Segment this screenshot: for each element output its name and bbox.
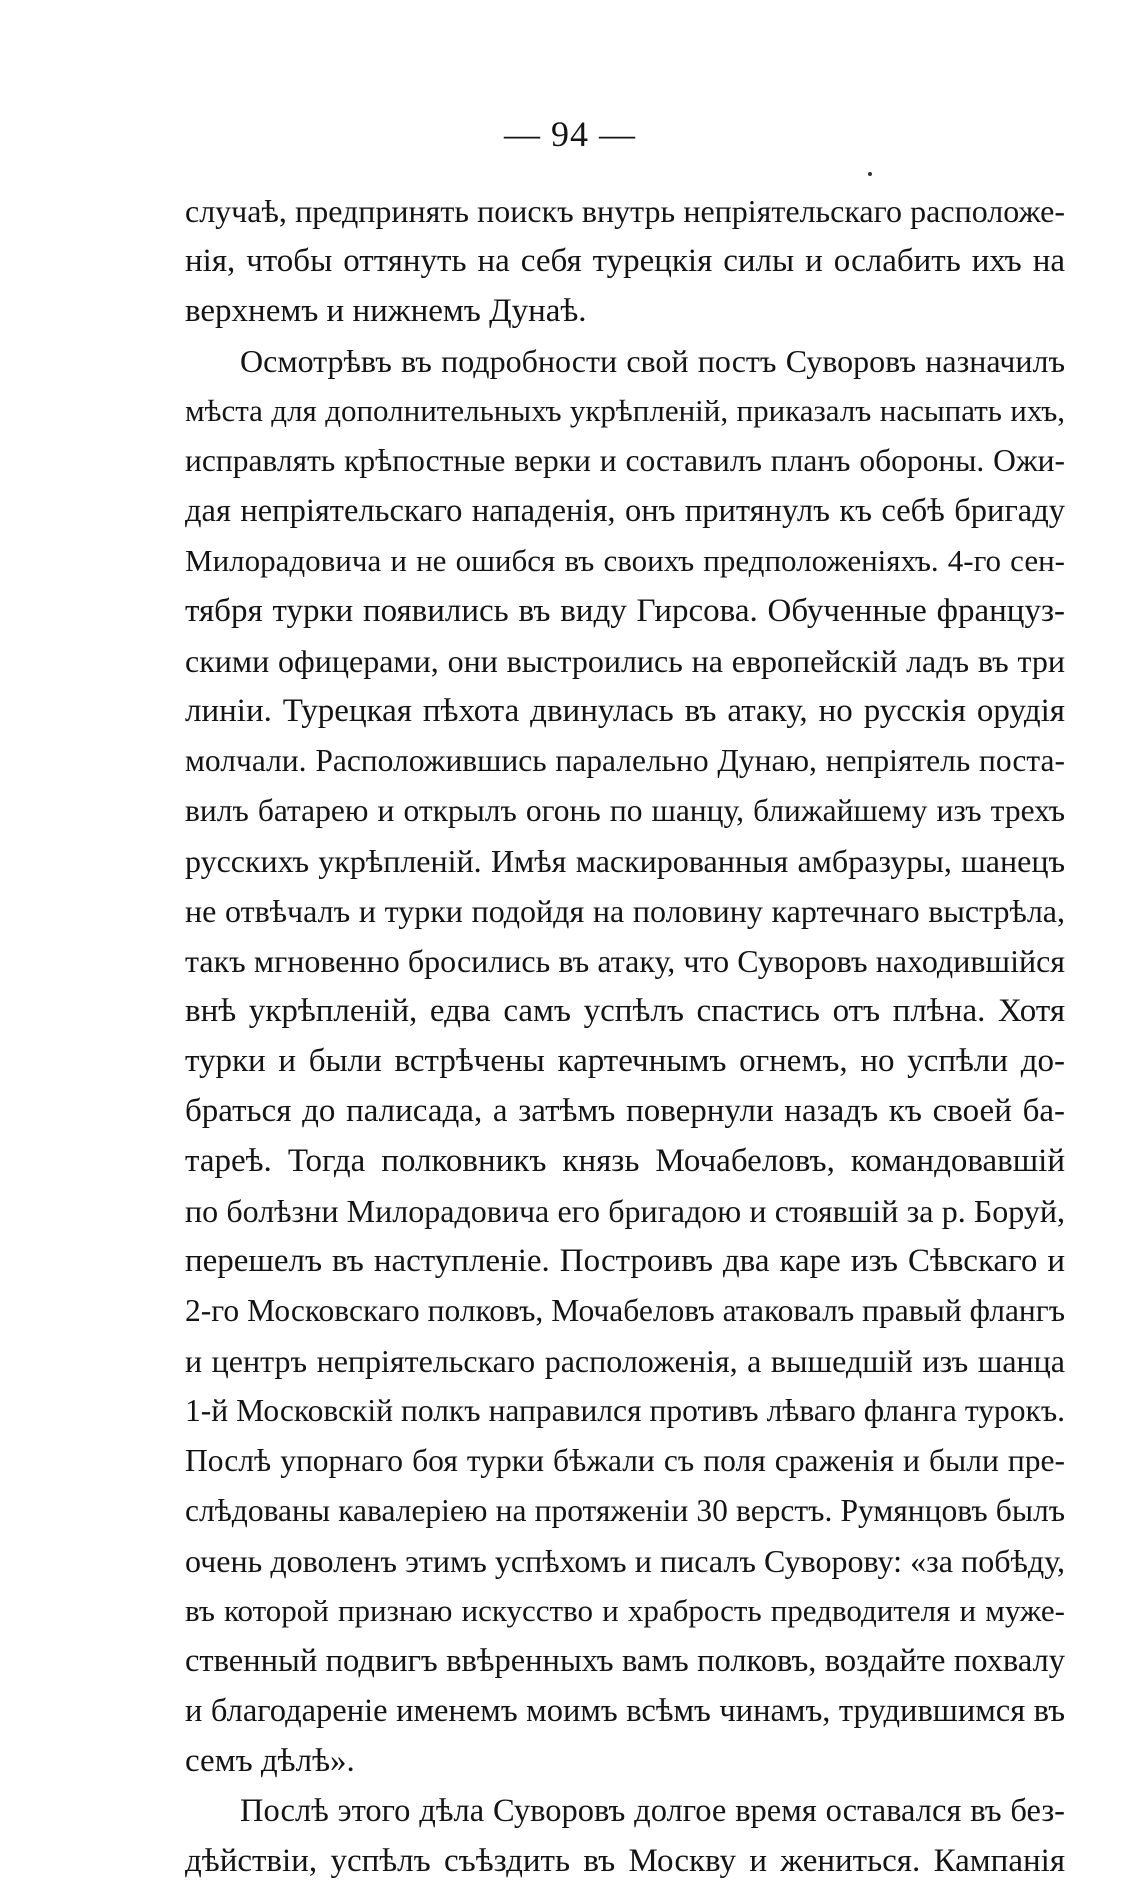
text-line: не отвѣчалъ и турки подойдя на половину картечнаго выстрѣла, xyxy=(185,893,1065,929)
text-line: скими офицерами, они выстроились на европейскій ладъ въ три xyxy=(185,643,1065,679)
text-line: внѣ укрѣпленій, едва самъ успѣлъ спастись отъ плѣна. Хотя xyxy=(185,993,1065,1029)
text-line: и благодареніе именемъ моимъ всѣмъ чинамъ, трудившимся въ xyxy=(185,1693,1065,1729)
text-line: дая непріятельскаго нападенія, онъ притянулъ къ себѣ бригаду xyxy=(185,493,1065,529)
body-text xyxy=(185,186,1065,1886)
text-line: по болѣзни Милорадовича его бригадою и стоявшій за р. Боруй, xyxy=(185,1193,1065,1229)
text-line: случаѣ, предпринять поискъ внутрь непріятельскаго расположе- xyxy=(185,193,1065,229)
print-speck xyxy=(868,172,872,176)
text-line: верхнемъ и нижнемъ Дунаѣ. xyxy=(185,293,587,329)
text-line: браться до палисада, а затѣмъ повернули назадъ къ своей ба- xyxy=(185,1093,1065,1129)
text-line: слѣдованы кавалеріею на протяженіи 30 верстъ. Румянцовъ былъ xyxy=(185,1493,1065,1528)
text-line: дѣйствіи, успѣлъ съѣздить въ Москву и жениться. Кампанія xyxy=(185,1843,1065,1879)
text-line: 2-го Московскаго полковъ, Мочабеловъ атаковалъ правый флангъ xyxy=(185,1293,1065,1328)
text-line: 1-й Московскій полкъ направился противъ лѣваго фланга турокъ. xyxy=(185,1393,1065,1428)
text-line: Послѣ упорнаго боя турки бѣжали съ поля сраженія и были пре- xyxy=(185,1443,1065,1478)
text-line: перешелъ въ наступленіе. Построивъ два каре изъ Сѣвскаго и xyxy=(185,1243,1065,1279)
text-line: турки и были встрѣчены картечнымъ огнемъ, но успѣли до- xyxy=(185,1043,1065,1079)
text-line: нія, чтобы оттянуть на себя турецкія силы и ослабить ихъ на xyxy=(185,243,1065,279)
text-line: въ которой признаю искусство и храбрость предводителя и муже- xyxy=(185,1593,1065,1628)
text-line: русскихъ укрѣпленій. Имѣя маскированныя амбразуры, шанецъ xyxy=(185,843,1065,879)
text-line: тареѣ. Тогда полковникъ князь Мочабеловъ, командовавшій xyxy=(185,1143,1065,1179)
text-line: молчали. Расположившись паралельно Дунаю, непріятель поста- xyxy=(185,743,1065,778)
page-number: — 94 — xyxy=(504,114,636,154)
text-line: вилъ батарею и открылъ огонь по шанцу, ближайшему изъ трехъ xyxy=(185,793,1065,828)
text-line: тября турки появились въ виду Гирсова. Обученные француз- xyxy=(185,593,1065,629)
text-line: ственный подвигъ ввѣренныхъ вамъ полковъ, воздайте похвалу xyxy=(185,1643,1065,1679)
text-line: Милорадовича и не ошибся въ своихъ предположеніяхъ. 4-го сен- xyxy=(185,543,1065,578)
text-line: мѣста для дополнительныхъ укрѣпленій, приказалъ насыпать ихъ, xyxy=(185,393,1065,428)
text-line: исправлять крѣпостные верки и составилъ планъ обороны. Ожи- xyxy=(185,443,1065,478)
text-line: семъ дѣлѣ». xyxy=(185,1743,355,1779)
text-line: и центръ непріятельскаго расположенія, а вышедшій изъ шанца xyxy=(185,1343,1065,1379)
text-line: Послѣ этого дѣла Суворовъ долгое время оставался въ без- xyxy=(240,1793,1065,1829)
text-line: линіи. Турецкая пѣхота двинулась въ атаку, но русскія орудія xyxy=(185,693,1065,729)
text-line: такъ мгновенно бросились въ атаку, что Суворовъ находившійся xyxy=(185,943,1065,979)
text-line: Осмотрѣвъ въ подробности свой постъ Суворовъ назначилъ xyxy=(240,343,1065,379)
text-line: очень доволенъ этимъ успѣхомъ и писалъ Суворову: «за побѣду, xyxy=(185,1543,1065,1579)
